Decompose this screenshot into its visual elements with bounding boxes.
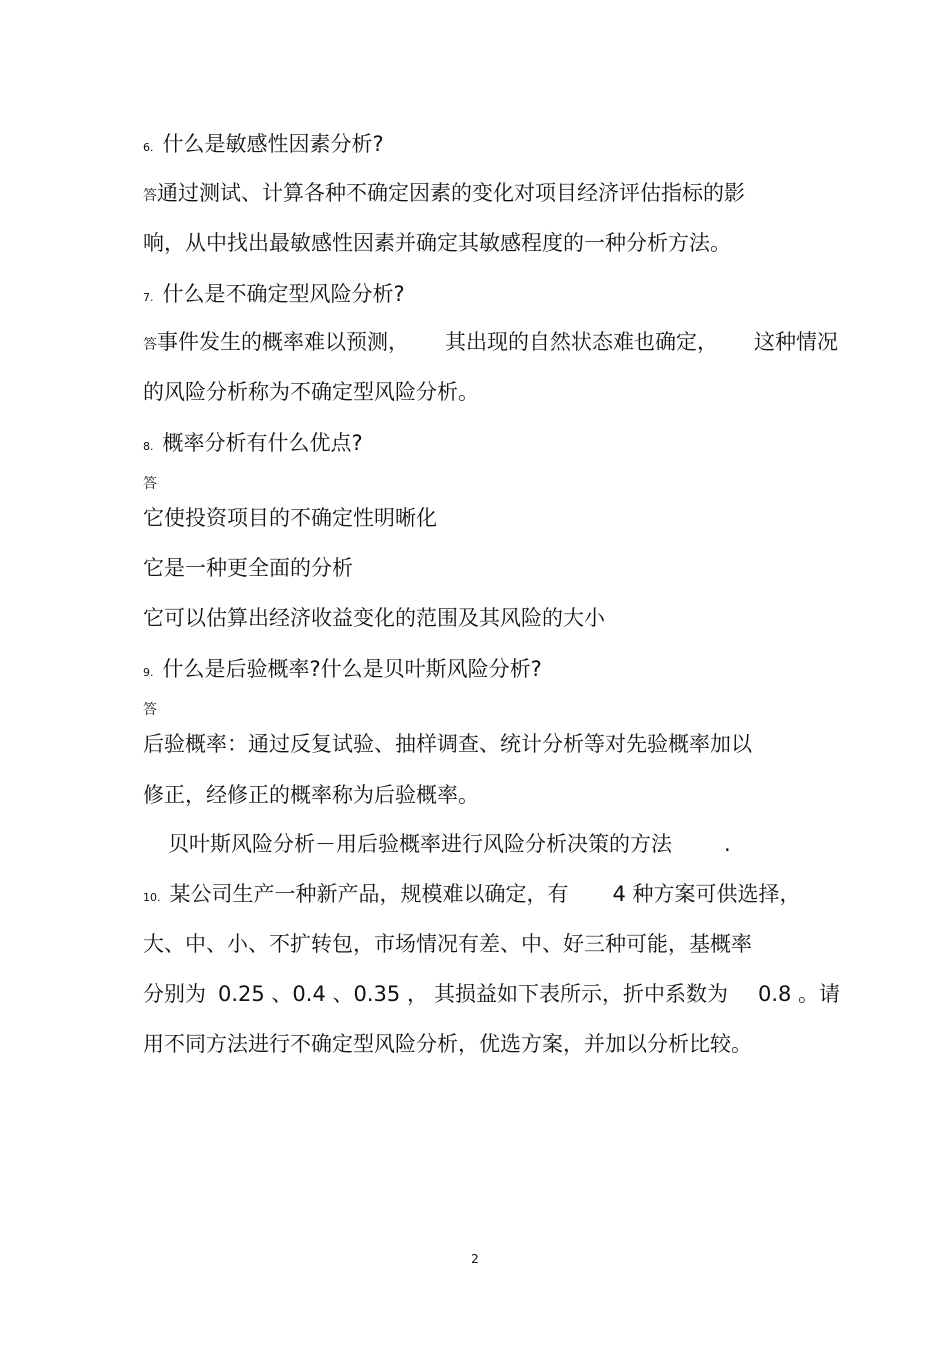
question-text: 其损益如下表所示，折中系数为	[433, 982, 728, 1006]
question-text: 0.25 、0.4 、0.35 ，	[218, 982, 428, 1006]
answer-mark: 答	[143, 188, 157, 204]
answer-9-line-1: 后验概率：通过反复试验、抽样调查、统计分析等对先验概率加以	[143, 732, 752, 756]
question-number: 6.	[143, 141, 154, 154]
answer-6-line-2: 响，从中找出最敏感性因素并确定其敏感程度的一种分析方法。	[143, 231, 731, 255]
answer-text: 通过测试、计算各种不确定因素的变化对项目经济评估指标的影	[157, 181, 745, 205]
answer-7-line-1	[143, 328, 838, 359]
answer-9-line-3	[168, 830, 731, 858]
answer-text: 贝叶斯风险分析－用后验概率进行风险分析决策的方法	[168, 832, 672, 856]
answer-text: 其出现的自然状态难也确定，	[445, 330, 718, 354]
answer-text: 这种情况	[754, 330, 838, 354]
answer-7-line-2: 的风险分析称为不确定型风险分析。	[143, 380, 479, 404]
question-number: 8.	[143, 440, 154, 453]
page-number: 2	[471, 1252, 479, 1266]
question-number: 7.	[143, 291, 154, 304]
question-10-line-4: 用不同方法进行不确定型风险分析，优选方案，并加以分析比较。	[143, 1032, 752, 1056]
question-number: 10.	[143, 891, 161, 904]
answer-9-line-2: 修正，经修正的概率称为后验概率。	[143, 783, 479, 807]
question-text: 什么是不确定型风险分析?	[162, 282, 405, 306]
answer-period: .	[724, 832, 731, 856]
question-text: 分别为	[143, 982, 206, 1006]
question-text: 4 种方案可供选择，	[612, 882, 801, 906]
question-text: 什么是后验概率?什么是贝叶斯风险分析?	[162, 657, 542, 681]
answer-8-item-1: 它使投资项目的不确定性明晰化	[143, 506, 437, 530]
question-number: 9.	[143, 666, 154, 679]
question-6	[143, 130, 384, 162]
question-10-line-3	[143, 980, 840, 1008]
question-10-line-1	[143, 880, 801, 912]
question-text: 0.8 。请	[757, 982, 841, 1006]
question-text: 某公司生产一种新产品，规模难以确定，有	[169, 882, 569, 906]
answer-mark: 答	[143, 476, 157, 492]
question-text: 概率分析有什么优点?	[162, 431, 363, 455]
question-text: 什么是敏感性因素分析?	[162, 132, 384, 156]
question-8	[143, 429, 363, 461]
answer-mark: 答	[143, 337, 157, 353]
answer-mark: 答	[143, 702, 157, 718]
question-9	[143, 655, 542, 687]
answer-6-line-1	[143, 179, 745, 210]
question-7	[143, 280, 405, 312]
question-10-line-2: 大、中、小、不扩转包，市场情况有差、中、好三种可能，基概率	[143, 932, 752, 956]
answer-8-item-3: 它可以估算出经济收益变化的范围及其风险的大小	[143, 606, 605, 630]
answer-text: 事件发生的概率难以预测，	[157, 330, 409, 354]
answer-8-item-2: 它是一种更全面的分析	[143, 556, 353, 580]
